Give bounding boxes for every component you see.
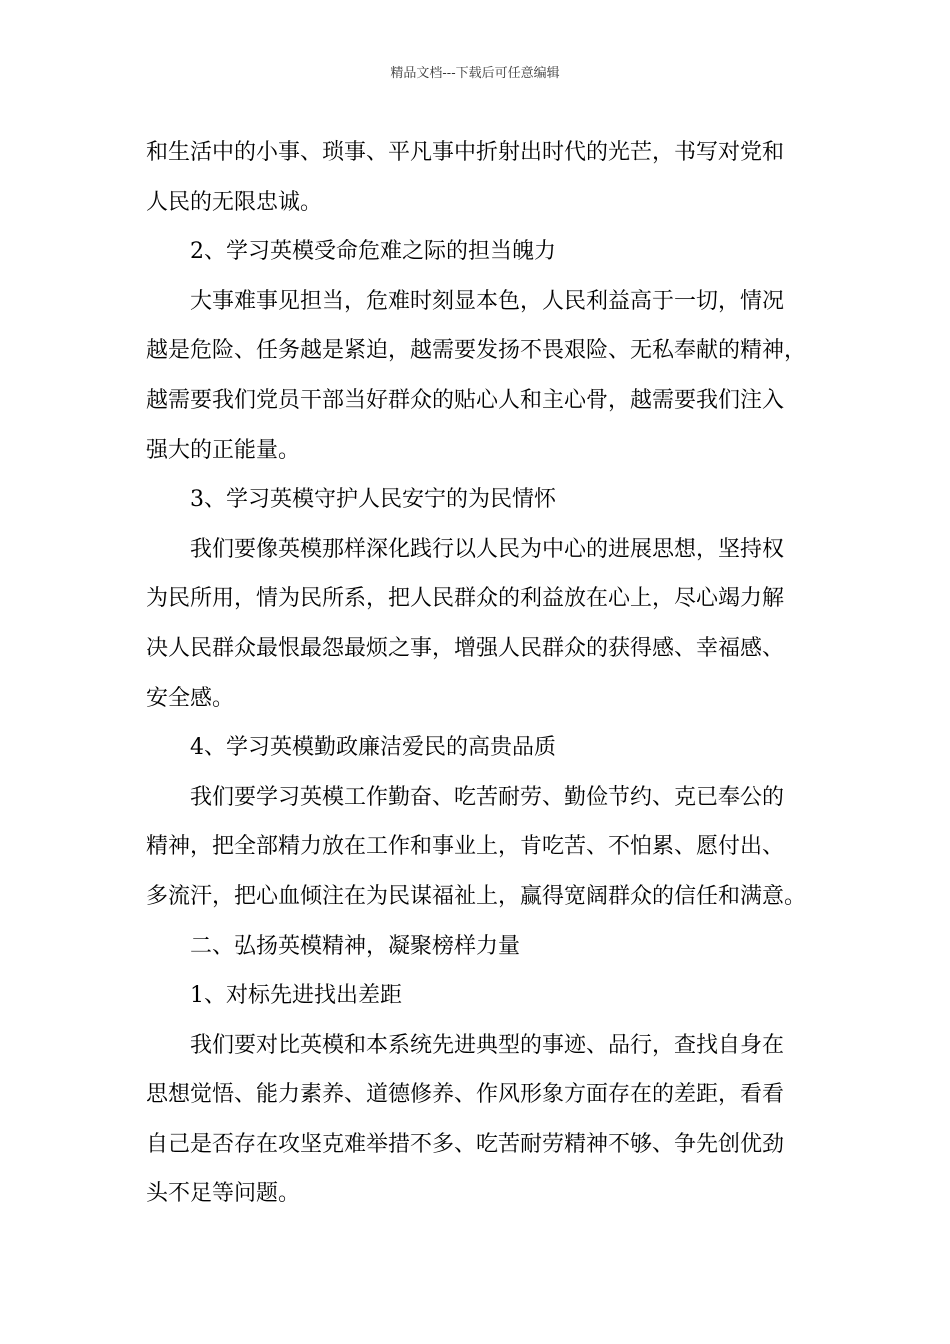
text-line: 人民的无限忠诚。 <box>146 189 323 215</box>
text-line: 自己是否存在攻坚克难举措不多、吃苦耐劳精神不够、争先创优劲 <box>146 1131 785 1157</box>
text-line: 大事难事见担当，危难时刻显本色，人民利益高于一切，情况 <box>190 288 785 314</box>
text-line: 2、学习英模受命危难之际的担当魄力 <box>190 239 556 265</box>
text-line: 我们要像英模那样深化践行以人民为中心的进展思想，坚持权 <box>190 536 785 562</box>
page-header: 精品文档---下载后可任意编辑 <box>390 66 560 81</box>
text-line: 越是危险、任务越是紧迫，越需要发扬不畏艰险、无私奉献的精神， <box>146 338 807 364</box>
text-line: 安全感。 <box>146 685 235 711</box>
text-line: 我们要学习英模工作勤奋、吃苦耐劳、勤俭节约、克已奉公的 <box>190 784 785 810</box>
document-body <box>146 128 810 1219</box>
text-line: 二、弘扬英模精神，凝聚榜样力量 <box>190 933 521 959</box>
text-line: 1、对标先进找出差距 <box>190 983 402 1009</box>
text-line: 4、学习英模勤政廉洁爱民的高贵品质 <box>190 735 556 761</box>
text-line: 越需要我们党员干部当好群众的贴心人和主心骨，越需要我们注入 <box>146 387 785 413</box>
text-line: 精神，把全部精力放在工作和事业上，肯吃苦、不怕累、愿付出、 <box>146 834 785 860</box>
text-line: 强大的正能量。 <box>146 437 301 463</box>
text-line: 决人民群众最恨最怨最烦之事，增强人民群众的获得感、幸福感、 <box>146 635 785 661</box>
text-line: 思想觉悟、能力素养、道德修养、作风形象方面存在的差距，看看 <box>146 1082 785 1108</box>
text-line: 为民所用，情为民所系，把人民群众的利益放在心上，尽心竭力解 <box>146 586 785 612</box>
text-line: 和生活中的小事、琐事、平凡事中折射出时代的光芒，书写对党和 <box>146 140 785 165</box>
text-line: 我们要对比英模和本系统先进典型的事迹、品行，查找自身在 <box>190 1032 785 1058</box>
text-line: 多流汗，把心血倾注在为民谋福祉上，赢得宽阔群众的信任和满意。 <box>146 883 807 909</box>
text-line: 头不足等问题。 <box>146 1181 301 1207</box>
text-line: 3、学习英模守护人民安宁的为民情怀 <box>190 487 556 513</box>
